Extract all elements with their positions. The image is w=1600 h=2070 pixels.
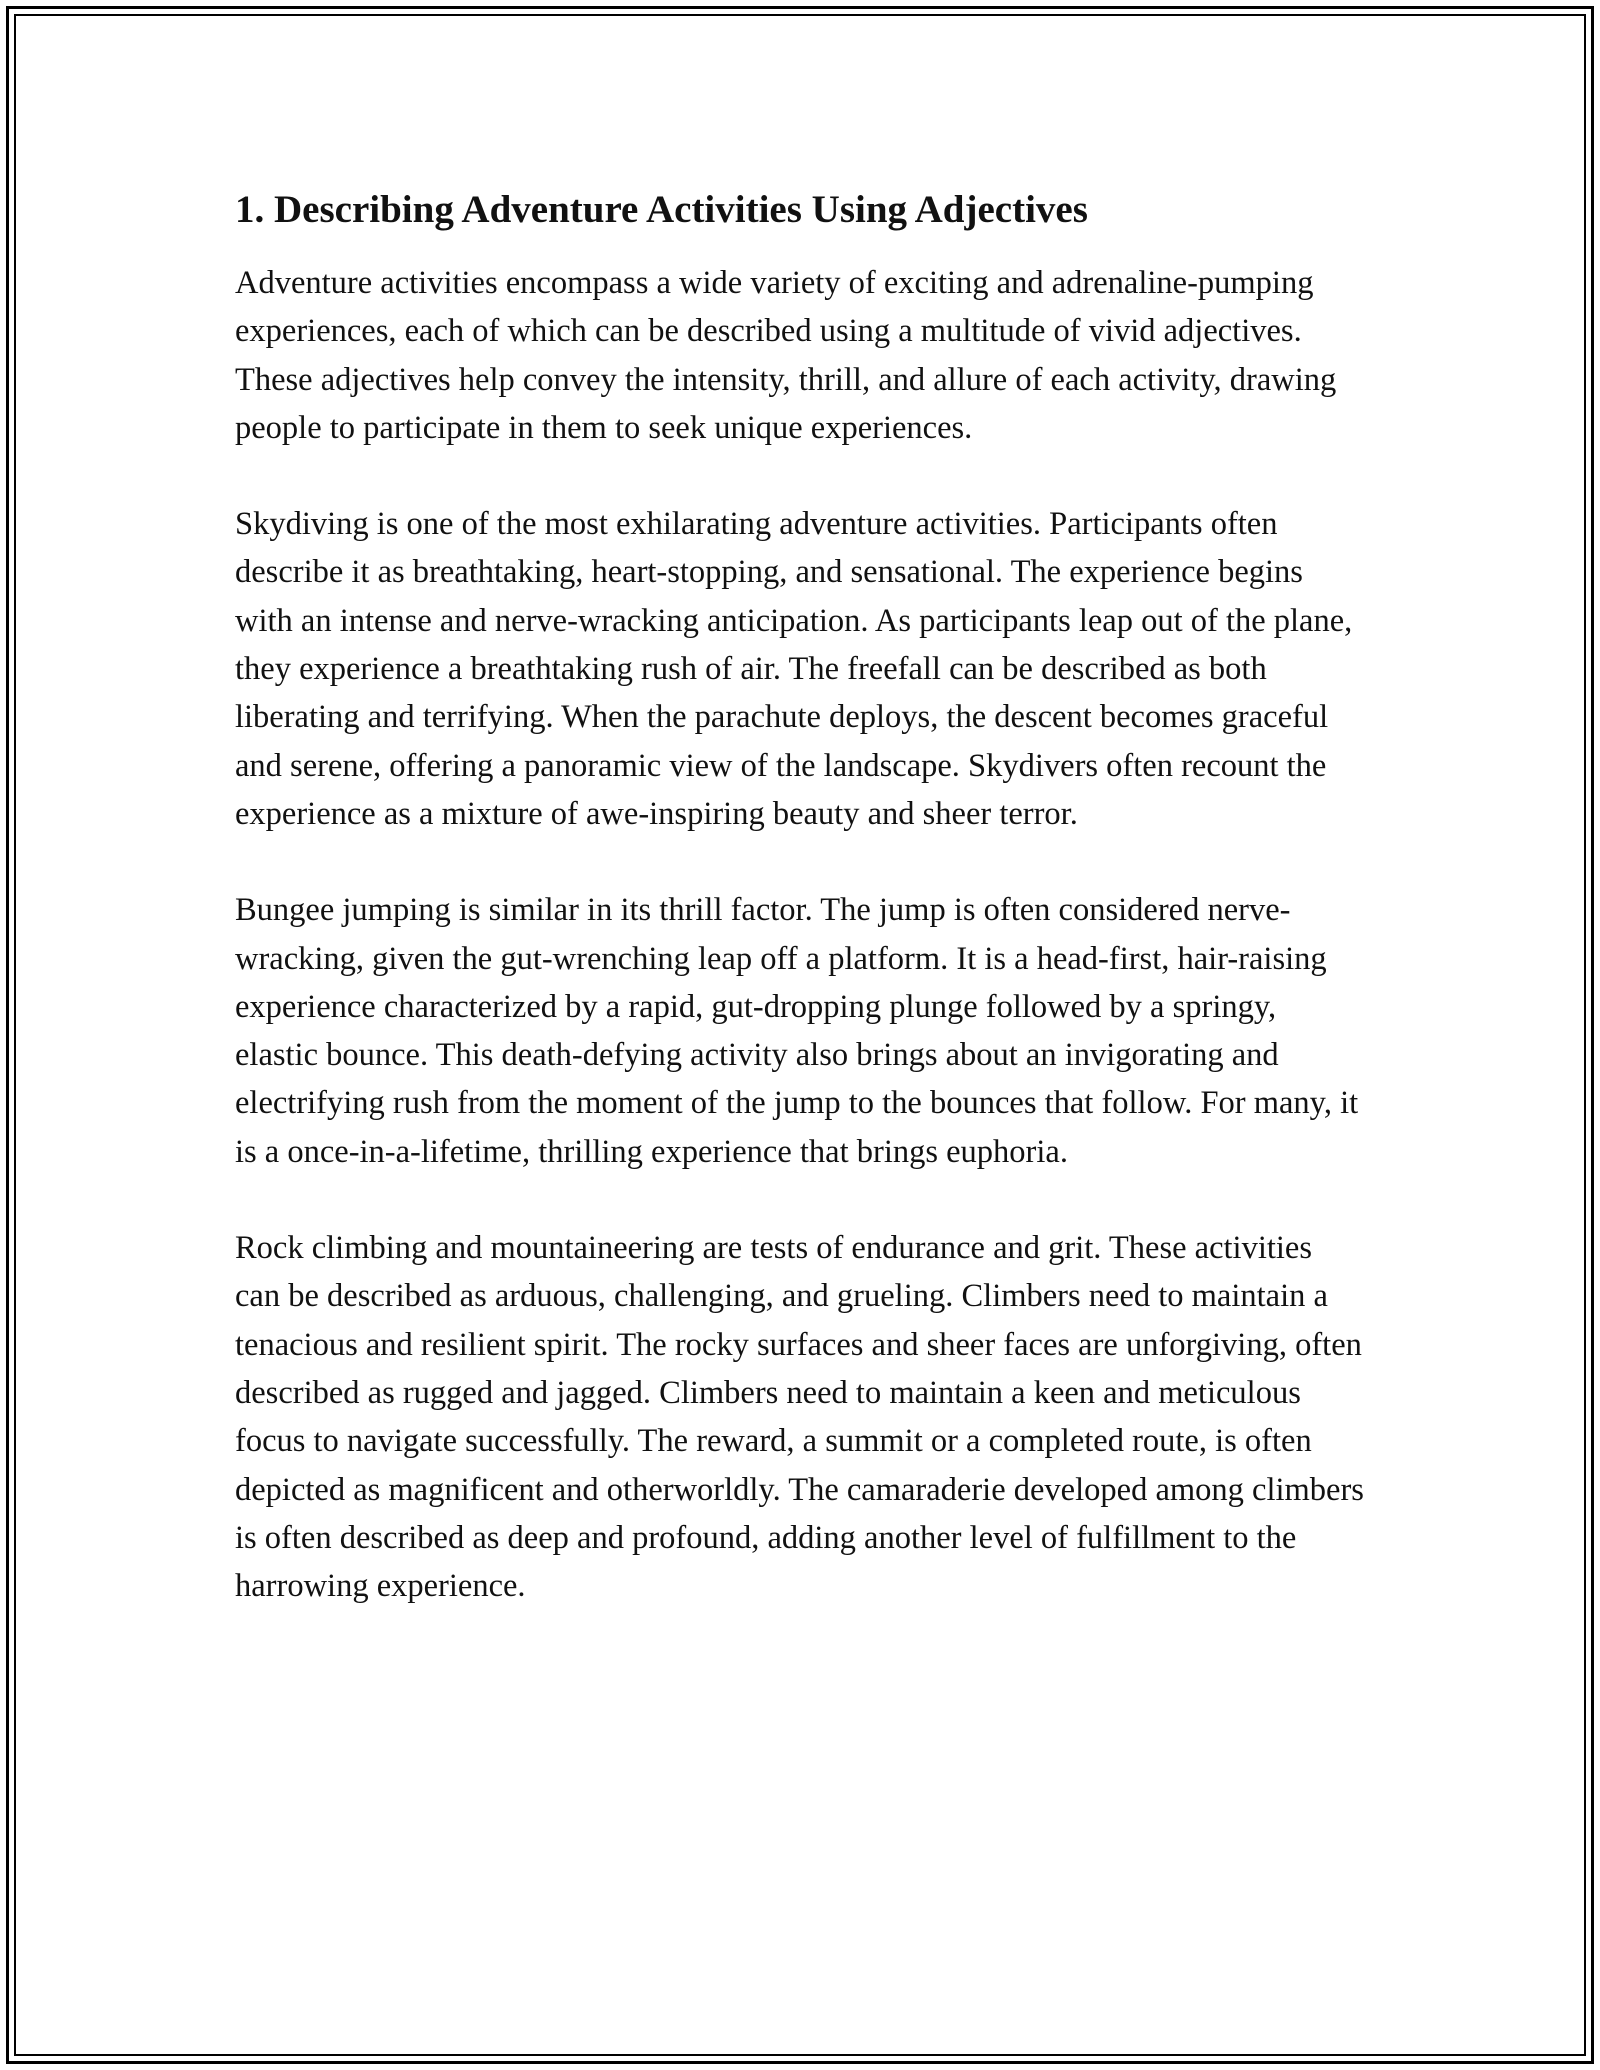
paragraph-bungee-jumping: Bungee jumping is similar in its thrill factor. The jump is often considered nerve-wracking, given the gut-wrenching leap off a platform. It is a head-first, hair-raising experience characterized by a rapid, gut-dropping plunge followed by a springy, elastic bounce. This death-defying activity also brings about an invigorating and electrifying rush from the moment of the jump to the bounces that follow. For many, it is a once-in-a-lifetime, thrilling experience that brings euphoria. [235,892,1359,1170]
section-title: 1. Describing Adventure Activities Using Adjectives [235,188,1088,231]
document-body [235,185,1365,1658]
paragraph-rock-climbing: Rock climbing and mountaineering are tests of endurance and grit. These activities can be described as arduous, challenging, and grueling. Climbers need to maintain a tenacious and resilient spirit. The rocky surfaces and sheer faces are unforgiving, often described as rugged and jagged. Climbers need to maintain a keen and meticulous focus to navigate successfully. The reward, a summit or a completed route, is often depicted as magnificent and otherworldly. The camaraderie developed among climbers is often described as deep and profound, adding another level of fulfillment to the harrowing experience. [235,1230,1364,1605]
paragraph-skydiving: Skydiving is one of the most exhilarating adventure activities. Participants often describe it as breathtaking, heart-stopping, and sensational. The experience begins with an intense and nerve-wracking anticipation. As participants leap out of the plane, they experience a breathtaking rush of air. The freefall can be described as both liberating and terrifying. When the parachute deploys, the descent becomes graceful and serene, offering a panoramic view of the landscape. Skydivers often recount the experience as a mixture of awe-inspiring beauty and sheer terror. [235,506,1353,832]
paragraph-intro: Adventure activities encompass a wide variety of exciting and adrenaline-pumping experiences, each of which can be described using a multitude of vivid adjectives. These adjectives help convey the intensity, thrill, and allure of each activity, drawing people to participate in them to seek unique experiences. [235,265,1337,446]
